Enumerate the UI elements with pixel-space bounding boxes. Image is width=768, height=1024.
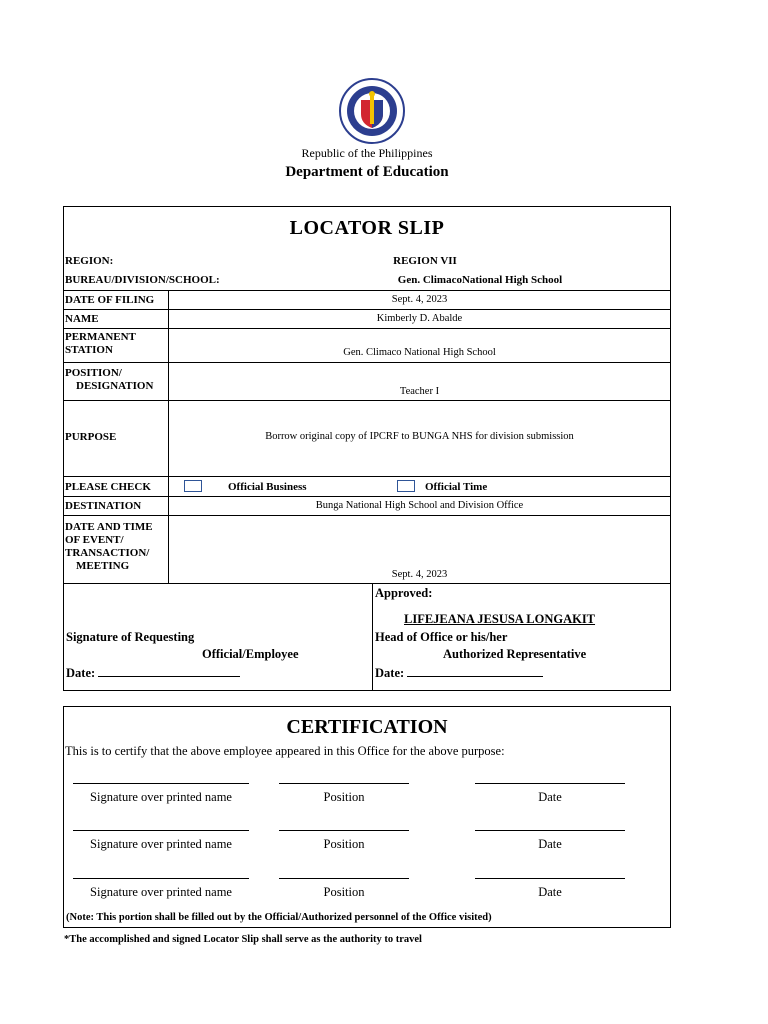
approver-date: Date: <box>375 666 543 681</box>
position-line[interactable] <box>279 878 409 879</box>
signature-caption: Signature over printed name <box>90 837 232 851</box>
signature-caption: Signature over printed name <box>90 885 232 899</box>
official-business-checkbox[interactable] <box>184 480 202 492</box>
approver-name: LIFEJEANA JESUSA LONGAKIT <box>404 612 596 626</box>
position-caption: Position <box>323 885 365 899</box>
school-value: Gen. ClimacoNational High School <box>397 274 563 286</box>
approved-label: Approved: <box>375 586 433 600</box>
date-filing-label: DATE OF FILING <box>65 294 155 306</box>
position-caption: Position <box>323 790 365 804</box>
row-divider <box>63 328 671 329</box>
date-caption: Date <box>538 790 562 804</box>
destination-value: Bunga National High School and Division Office <box>315 500 524 511</box>
row-divider <box>63 583 671 584</box>
signature-line[interactable] <box>73 830 249 831</box>
official-time-label: Official Time <box>425 481 488 493</box>
name-label: NAME <box>65 313 99 325</box>
date-caption: Date <box>538 885 562 899</box>
station-value: Gen. Climaco National High School <box>343 347 496 358</box>
requesting-date: Date: <box>66 666 240 681</box>
date-caption: Date <box>538 837 562 851</box>
position-line[interactable] <box>279 830 409 831</box>
row-divider <box>63 362 671 363</box>
certification-note: (Note: This portion shall be filled out by the Official/Authorized personnel of the Office visited) <box>66 912 492 923</box>
date-filing-value: Sept. 4, 2023 <box>391 294 448 305</box>
requesting-signature-label-1: Signature of Requesting <box>66 630 195 644</box>
row-divider <box>63 476 671 477</box>
row-divider <box>63 515 671 516</box>
head-of-office-label-1: Head of Office or his/her <box>375 630 508 644</box>
footer-note: *The accomplished and signed Locator Slip shall serve as the authority to travel <box>64 934 422 945</box>
position-line[interactable] <box>279 783 409 784</box>
head-of-office-label-2: Authorized Representative <box>443 647 587 661</box>
datetime-value: Sept. 4, 2023 <box>391 569 448 580</box>
date-line[interactable] <box>475 783 625 784</box>
row-divider <box>63 309 671 310</box>
department-title: Department of Education <box>285 164 449 180</box>
datetime-label: DATE AND TIME OF EVENT/ TRANSACTION/ MEETING <box>65 521 153 572</box>
position-value: Teacher I <box>399 386 440 397</box>
station-label: PERMANENT STATION <box>65 331 136 356</box>
region-label: REGION: <box>65 255 114 267</box>
please-check-label: PLEASE CHECK <box>65 481 151 493</box>
certification-title: CERTIFICATION <box>286 716 448 738</box>
signature-line[interactable] <box>73 783 249 784</box>
signature-line[interactable] <box>73 878 249 879</box>
date-line[interactable] <box>475 830 625 831</box>
row-divider <box>63 290 671 291</box>
republic-text: Republic of the Philippines <box>301 146 433 160</box>
position-label: POSITION/ DESIGNATION <box>65 367 154 392</box>
official-business-label: Official Business <box>228 481 307 493</box>
date-line[interactable] <box>475 878 625 879</box>
certification-text: This is to certify that the above employee appeared in this Office for the above purpose: <box>65 744 505 758</box>
requesting-date-line[interactable] <box>98 666 240 677</box>
region-value: REGION VII <box>393 255 457 267</box>
row-divider <box>63 496 671 497</box>
locator-slip-title: LOCATOR SLIP <box>289 217 445 239</box>
name-value: Kimberly D. Abalde <box>376 313 463 324</box>
destination-label: DESTINATION <box>65 500 142 512</box>
official-time-checkbox[interactable] <box>397 480 415 492</box>
position-caption: Position <box>323 837 365 851</box>
school-label: BUREAU/DIVISION/SCHOOL: <box>65 274 220 286</box>
purpose-label: PURPOSE <box>65 431 117 443</box>
row-divider <box>63 400 671 401</box>
requesting-signature-label-2: Official/Employee <box>202 647 299 661</box>
signature-divider <box>372 583 373 691</box>
purpose-value: Borrow original copy of IPCRF to BUNGA NHS for division submission <box>265 431 574 442</box>
signature-caption: Signature over printed name <box>90 790 232 804</box>
deped-seal-logo <box>334 78 410 144</box>
approver-date-line[interactable] <box>407 666 543 677</box>
